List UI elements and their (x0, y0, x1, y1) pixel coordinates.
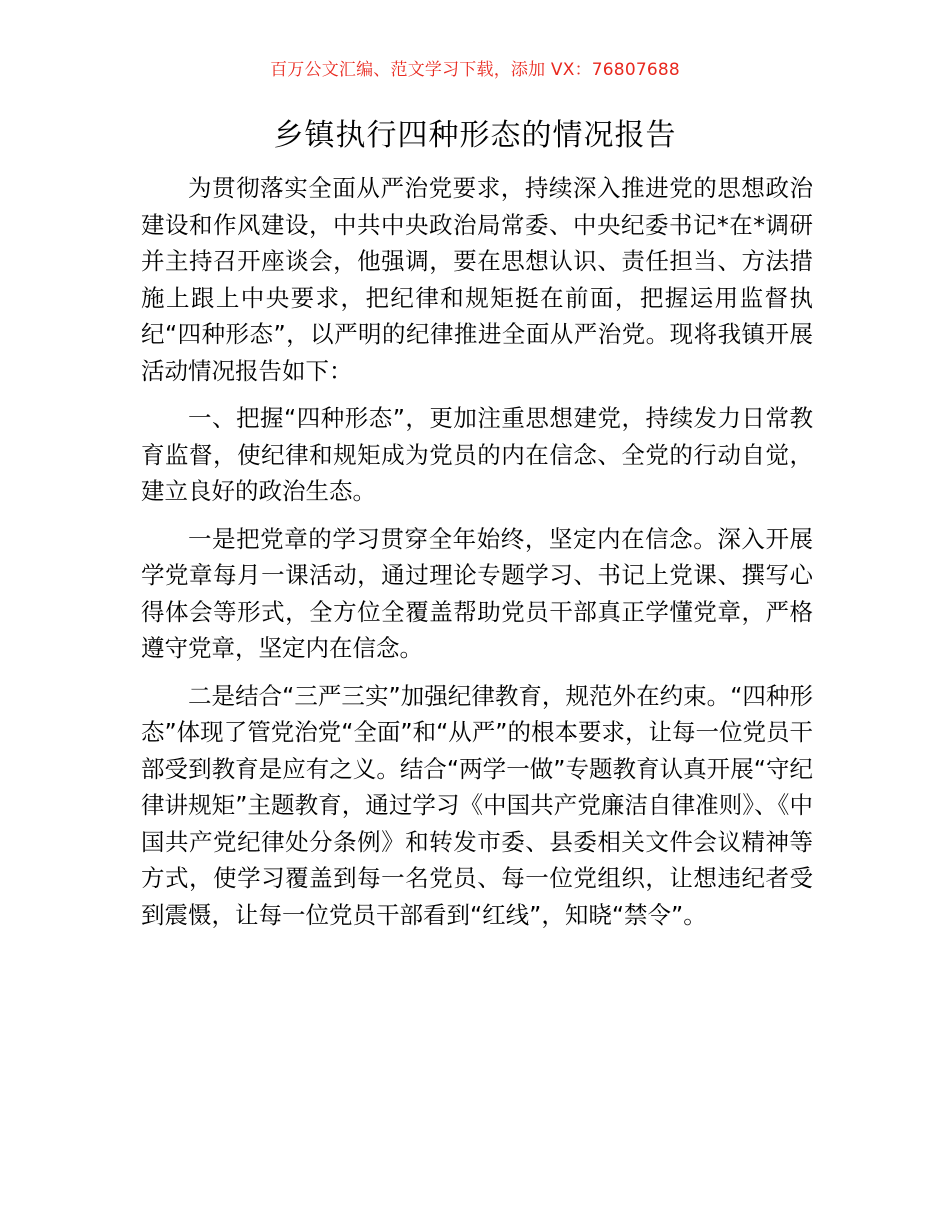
document-title: 乡镇执行四种形态的情况报告 (273, 118, 677, 153)
paragraph-point-two: 二是结合“三严三实”加强纪律教育，规范外在约束。“四种形态”体现了管党治党“全面”和“从严”的根本要求，让每一位党员干部受到教育是应有之义。结合“两学一做”专题教育认真开展“守纪律讲规矩”主题教育，通过学习《中国共产党廉洁自律准则》、《中国共产党纪律处分条例》和转发市委、县委相关文件会议精神等方式，使学习覆盖到每一名党员、每一位党组织，让想违纪者受到震慑，让每一位党员干部看到“红线”，知晓“禁令”。 (141, 681, 813, 929)
paragraph-section-one: 一、把握“四种形态”，更加注重思想建党，持续发力日常教育监督，使纪律和规矩成为党员的内在信念、全党的行动自觉，建立良好的政治生态。 (141, 404, 813, 505)
paragraph-intro: 为贯彻落实全面从严治党要求，持续深入推进党的思想政治建设和作风建设，中共中央政治局常委、中央纪委书记*在*调研并主持召开座谈会，他强调，要在思想认识、责任担当、方法措施上跟上中央要求，把纪律和规矩挺在前面，把握运用监督执纪“四种形态”，以严明的纪律推进全面从严治党。现将我镇开展活动情况报告如下： (141, 174, 813, 385)
document-body (141, 170, 813, 944)
paragraph-point-one: 一是把党章的学习贯穿全年始终，坚定内在信念。深入开展学党章每月一课活动，通过理论专题学习、书记上党课、撰写心得体会等形式，全方位全覆盖帮助党员干部真正学懂党章，严格遵守党章，坚定内在信念。 (141, 524, 813, 662)
header-note: 百万公文汇编、范文学习下载，添加 VX：76807688 (270, 60, 680, 80)
